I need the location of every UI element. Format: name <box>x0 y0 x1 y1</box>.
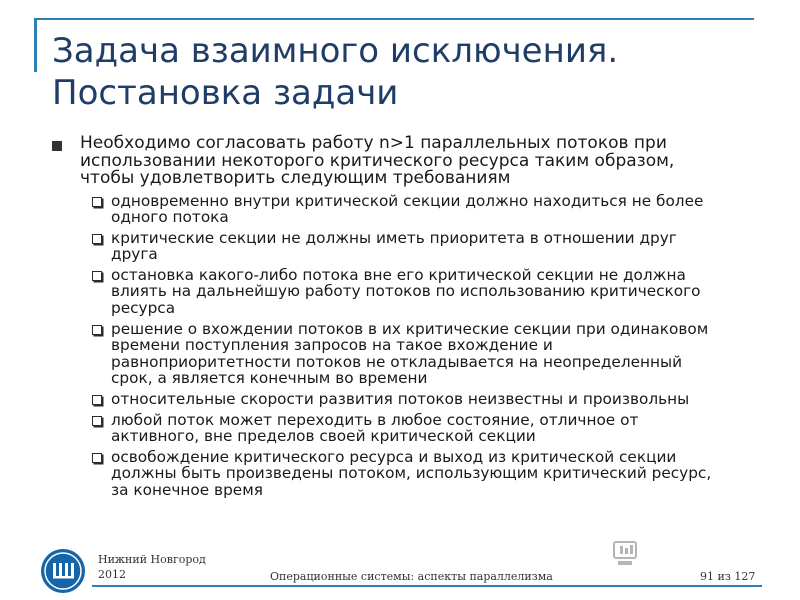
requirement-item <box>46 449 766 499</box>
slide-title-line-1: Задача взаимного исключения. <box>52 31 619 71</box>
requirement-item <box>46 391 766 408</box>
requirement-text: освобождение критического ресурса и выход из критической секции должны быть произведены потоком, использующим критический ресурс, за конечное время <box>111 447 712 499</box>
title-accent-bar <box>34 18 37 72</box>
hollow-square-bullet-icon <box>92 234 102 244</box>
requirement-text: относительные скорости развития потоков неизвестны и произвольны <box>111 390 690 409</box>
requirement-text: одновременно внутри критической секции должно находиться не более одного потока <box>111 191 704 227</box>
square-bullet-icon <box>52 141 62 151</box>
requirement-item <box>46 193 766 226</box>
requirement-item <box>46 412 766 445</box>
main-bullet-item <box>46 135 766 188</box>
slide-title <box>52 30 772 114</box>
title-rule <box>34 18 754 20</box>
hollow-square-bullet-icon <box>92 453 102 463</box>
slide-content <box>46 135 766 503</box>
main-point-label: Необходимо согласовать работу n>1 параллельных потоков при использовании некоторого критического ресурса таким образом, чтобы удовлетворить следующим требованиям <box>80 133 675 188</box>
footer-course-title: Операционные системы: аспекты параллелизма <box>270 570 553 583</box>
hollow-square-bullet-icon <box>92 325 102 335</box>
requirement-text: остановка какого-либо потока вне его критической секции не должна влиять на дальнейшую работу потоков по использованию критического ресурса <box>111 265 701 318</box>
requirement-text: любой поток может переходить в любое состояние, отличное от активного, вне пределов своей критической секции <box>111 410 639 446</box>
requirement-item <box>46 321 766 387</box>
footer-rule <box>92 585 762 587</box>
footer-year: 2012 <box>98 568 126 581</box>
hollow-square-bullet-icon <box>92 395 102 405</box>
main-point-text <box>80 135 730 188</box>
myshared-watermark-icon <box>612 536 772 576</box>
requirement-text: критические секции не должны иметь приоритета в отношении друг друга <box>111 228 677 264</box>
footer-organization: Нижний Новгород <box>98 553 206 566</box>
requirements-list <box>46 193 766 499</box>
hollow-square-bullet-icon <box>92 197 102 207</box>
footer-page-number: 91 из 127 <box>700 570 756 583</box>
hollow-square-bullet-icon <box>92 271 102 281</box>
requirement-text: решение о вхождении потоков в их критические секции при одинаковом времени поступления запросов на такое вхождение и равноприоритетности потоков не откладывается на неопределенный срок, а является конечным во времени <box>111 319 709 388</box>
requirement-item <box>46 267 766 317</box>
requirement-item <box>46 230 766 263</box>
hollow-square-bullet-icon <box>92 416 102 426</box>
unn-logo-icon <box>40 548 86 594</box>
slide-title-line-2: Постановка задачи <box>52 73 399 113</box>
